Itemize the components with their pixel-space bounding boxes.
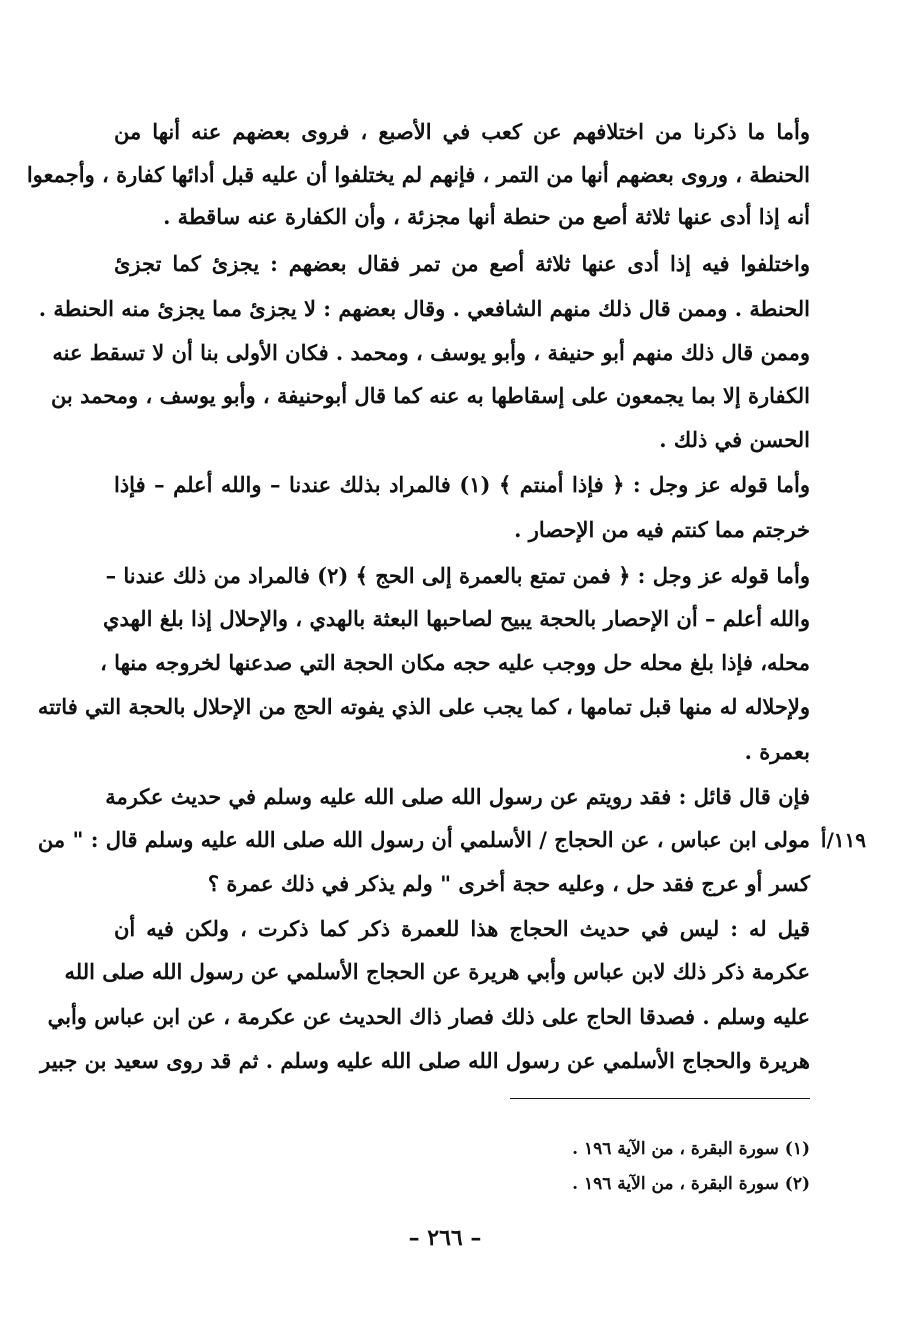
text-line-13: محله، فإذا بلغ محله حل ووجب عليه حجه مكان الحجة التي صدعنها لخروجه منها ، — [100, 650, 810, 675]
text-line-9: وأما قوله عز وجل : ﴿ فإذا أمنتم ﴾ (١) فالمراد بذلك عندنا – والله أعلم – فإذا — [114, 472, 810, 497]
text-line-6: وممن قال ذلك منهم أبو حنيفة ، وأبو يوسف ، ومحمد . فكان الأولى بنا أن لا تسقط عنه — [52, 340, 810, 365]
text-line-16: فإن قال قائل : فقد رويتم عن رسول الله صلى الله عليه وسلم في حديث عكرمة — [105, 784, 810, 809]
text-line-1: وأما ما ذكرنا من اختلافهم عن كعب في الأصبع ، فروى بعضهم عنه أنها من — [114, 119, 810, 144]
text-line-7: الكفارة إلا بما يجمعون على إسقاطها به عنه كما قال أبوحنيفة ، وأبو يوسف ، ومحمد بن — [50, 383, 810, 408]
page-number: – ٢٦٦ – — [408, 1225, 482, 1251]
text-line-10: خرجتم مما كنتم فيه من الإحصار . — [514, 517, 810, 542]
text-line-3: أنه إذا أدى عنها ثلاثة أصع من حنطة أنها مجزئة ، وأن الكفارة عنه ساقطة . — [163, 204, 810, 229]
text-line-8: الحسن في ذلك . — [659, 427, 810, 452]
footnote-divider — [510, 1098, 810, 1099]
text-line-17: مولى ابن عباس ، عن الحجاج / الأسلمي أن رسول الله صلى الله عليه وسلم قال : " من — [37, 827, 810, 852]
text-line-2: الحنطة ، وروى بعضهم أنها من التمر ، فإنهم لم يختلفوا أن عليه قبل أدائها كفارة ، وأجمعوا — [26, 162, 810, 187]
footnote-1: (١) سورة البقرة ، من الآية ١٩٦ . — [572, 1139, 810, 1159]
text-line-11: وأما قوله عز وجل : ﴿ فمن تمتع بالعمرة إلى الحج ﴾ (٢) فالمراد من ذلك عندنا – — [105, 563, 810, 588]
text-line-4: واختلفوا فيه إذا أدى عنها ثلاثة أصع من تمر فقال بعضهم : يجزئ كما تجزئ — [114, 251, 810, 276]
text-line-12: والله أعلم – أن الإحصار بالحجة يبيح لصاحبها البعثة بالهدي ، والإحلال إذا بلغ الهدي — [103, 606, 810, 631]
text-line-18: كسر أو عرج فقد حل ، وعليه حجة أخرى " ولم يذكر في ذلك عمرة ؟ — [207, 871, 810, 896]
text-line-5: الحنطة . وممن قال ذلك منهم الشافعي . وقال بعضهم : لا يجزئ مما يجزئ منه الحنطة . — [38, 296, 810, 321]
text-line-19: قيل له : ليس في حديث الحجاج هذا للعمرة ذكر كما ذكرت ، ولكن فيه أن — [114, 916, 810, 941]
text-line-15: بعمرة . — [744, 739, 810, 764]
text-line-22: هريرة والحجاج الأسلمي عن رسول الله صلى الله عليه وسلم . ثم قد روى سعيد بن جبير — [40, 1048, 810, 1073]
text-line-20: عكرمة ذكر ذلك لابن عباس وأبي هريرة عن الحجاج الأسلمي عن رسول الله صلى الله — [64, 959, 810, 984]
text-line-14: ولإحلاله له منها قبل تمامها ، كما يجب على الذي يفوته الحج من الإحلال بالحجة التي فاتته — [37, 694, 810, 719]
footnote-2: (٢) سورة البقرة ، من الآية ١٩٦ . — [572, 1174, 810, 1194]
text-line-21: عليه وسلم . فصدقا الحاج على ذلك فصار ذاك الحديث عن عكرمة ، عن ابن عباس وأبي — [47, 1004, 810, 1029]
manuscript-folio-note: ١١٩/أ — [820, 828, 866, 852]
